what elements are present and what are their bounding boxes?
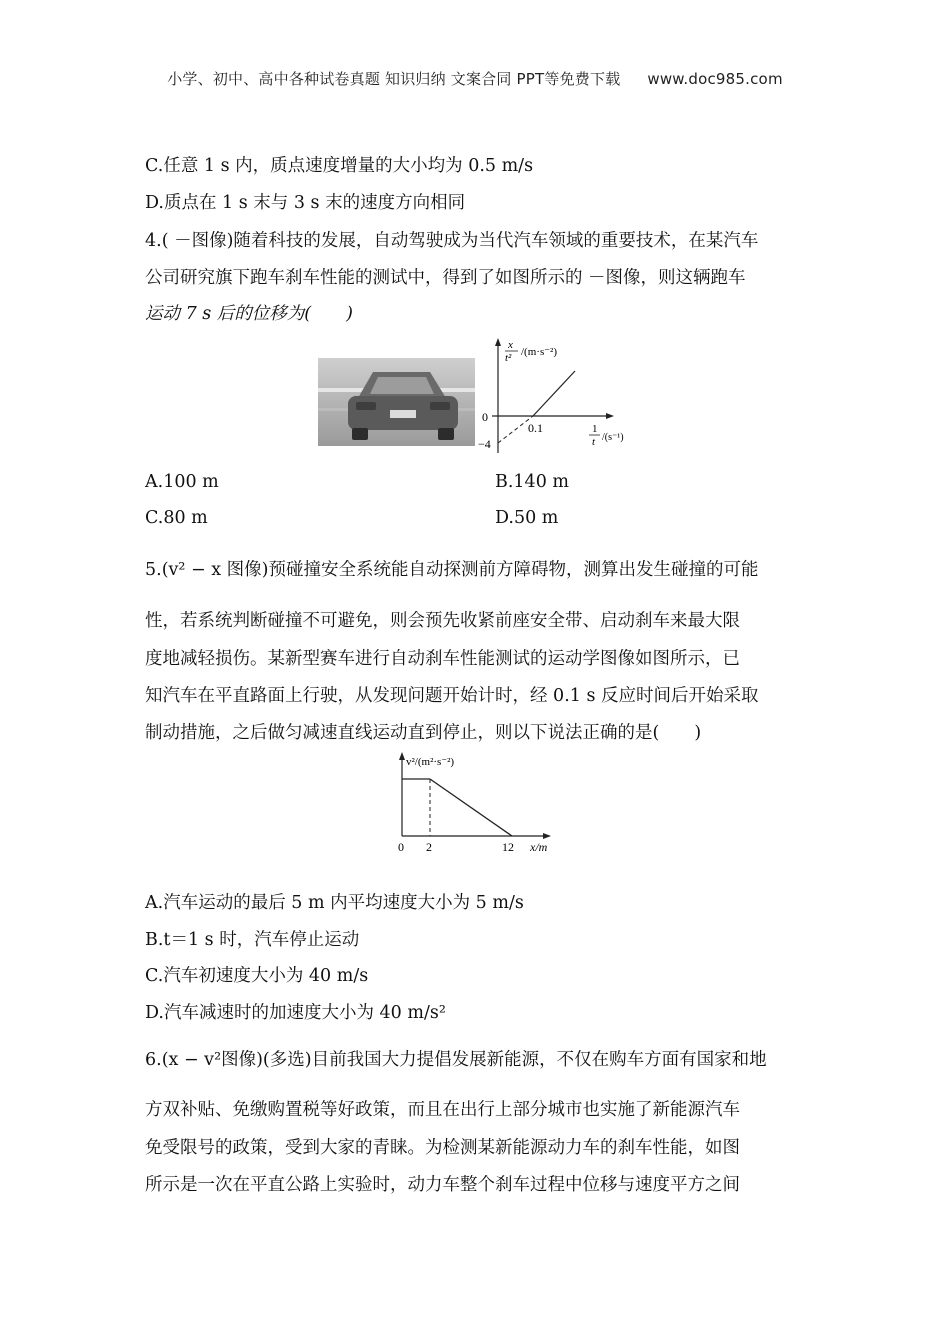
q3-option-c: C.任意 1 s 内，质点速度增量的大小均为 0.5 m/s bbox=[145, 156, 534, 176]
page-header bbox=[0, 68, 950, 89]
q5-option-c: C.汽车初速度大小为 40 m/s bbox=[145, 966, 369, 986]
q5-stem-line-4: 知汽车在平直路面上行驶，从发现问题开始计时，经 0.1 s 反应时间后开始采取 bbox=[145, 686, 759, 706]
q5-tick-0: 0 bbox=[398, 840, 404, 854]
q4-option-d: D.50 m bbox=[495, 508, 559, 528]
q4-option-c: C.80 m bbox=[145, 508, 208, 528]
q4-x-label-numerator: 1 bbox=[592, 423, 598, 435]
q4-y-label-numerator: x bbox=[508, 339, 513, 351]
q5-option-d: D.汽车减速时的加速度大小为 40 m/s² bbox=[145, 1003, 446, 1023]
q4-x-unit: /(s⁻¹) bbox=[602, 432, 624, 443]
q6-stem-line-3: 免受限号的政策，受到大家的青睐。为检测某新能源动力车的刹车性能，如图 bbox=[145, 1138, 740, 1158]
car-photo bbox=[318, 358, 475, 446]
q4-y-unit: /(m·s⁻²) bbox=[521, 346, 557, 358]
q5-tick-12: 12 bbox=[502, 840, 514, 854]
q5-option-b: B.t＝1 s 时，汽车停止运动 bbox=[145, 930, 360, 950]
q5-x-axis-label: x/m bbox=[530, 840, 548, 854]
q5-stem-line-5: 制动措施，之后做匀减速直线运动直到停止，则以下说法正确的是( ) bbox=[145, 723, 702, 743]
q4-stem-line-1: 4.( －图像)随着科技的发展，自动驾驶成为当代汽车领域的重要技术，在某汽车 bbox=[145, 231, 759, 251]
q4-origin-label: 0 bbox=[482, 410, 488, 424]
q5-y-axis-label: v²/(m²·s⁻²) bbox=[406, 756, 455, 768]
q5-stem-line-2: 性，若系统判断碰撞不可避免，则会预先收紧前座安全带、启动刹车来最大限 bbox=[145, 611, 740, 631]
q4-option-a: A.100 m bbox=[145, 472, 219, 492]
q5-option-a: A.汽车运动的最后 5 m 内平均速度大小为 5 m/s bbox=[145, 893, 524, 913]
q6-stem-line-2: 方双补贴、免缴购置税等好政策，而且在出行上部分城市也实施了新能源汽车 bbox=[145, 1100, 740, 1120]
q3-option-d: D.质点在 1 s 末与 3 s 末的速度方向相同 bbox=[145, 193, 466, 213]
q6-stem-line-1: 6.(x − v²图像)(多选)目前我国大力提倡发展新能源，不仅在购车方面有国家和地 bbox=[145, 1050, 767, 1070]
q4-x-label-denominator: t bbox=[592, 436, 596, 448]
q6-stem-line-4: 所示是一次在平直公路上实验时，动力车整个刹车过程中位移与速度平方之间 bbox=[145, 1175, 740, 1195]
q5-stem-line-3: 度地减轻损伤。某新型赛车进行自动刹车性能测试的运动学图像如图所示，已 bbox=[145, 649, 740, 669]
q4-graph bbox=[478, 338, 648, 458]
q4-x-tick-label: 0.1 bbox=[528, 421, 543, 435]
q5-tick-2: 2 bbox=[426, 840, 432, 854]
q4-y-intercept-label: −4 bbox=[478, 437, 491, 451]
q4-y-label-denominator: t² bbox=[505, 352, 512, 364]
q5-graph bbox=[390, 752, 565, 858]
q4-stem-line-3: 运动 7 s 后的位移为( ) bbox=[145, 304, 353, 324]
q5-stem-line-1: 5.(v² − x 图像)预碰撞安全系统能自动探测前方障碍物，测算出发生碰撞的可能 bbox=[145, 560, 759, 580]
q4-option-b: B.140 m bbox=[495, 472, 569, 492]
header-url[interactable]: www.doc985.com bbox=[647, 70, 783, 88]
q4-stem-line-2: 公司研究旗下跑车刹车性能的测试中，得到了如图所示的 －图像，则这辆跑车 bbox=[145, 268, 746, 288]
header-text: 小学、初中、高中各种试卷真题 知识归纳 文案合同 PPT等免费下载 bbox=[167, 70, 621, 88]
